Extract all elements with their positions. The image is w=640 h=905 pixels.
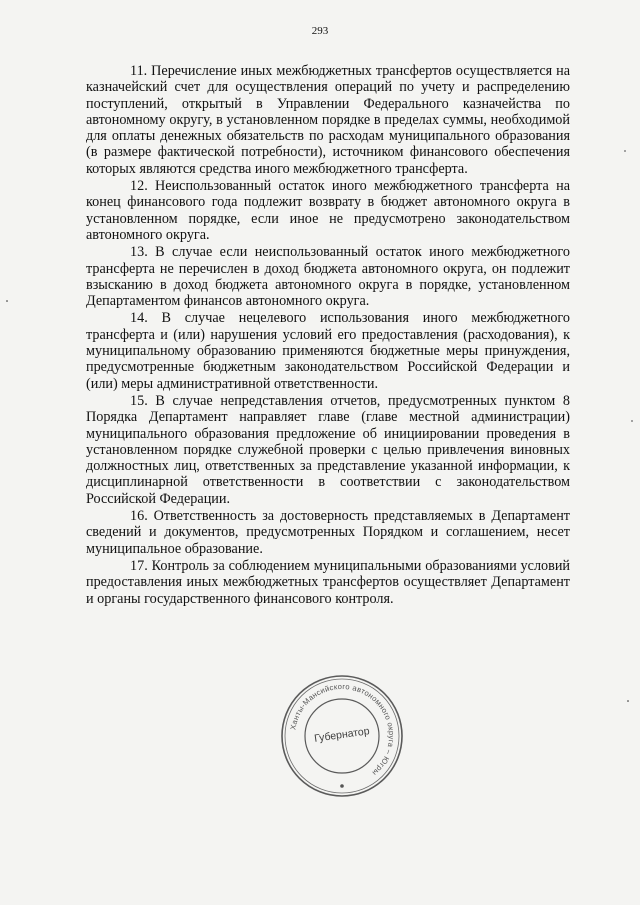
seal-graphic <box>278 672 406 800</box>
scan-speck <box>6 300 8 302</box>
scan-speck <box>627 700 629 702</box>
document-body <box>86 63 570 607</box>
seal-ring-text-path: Ханты-Мансийского автономного округа – Югры <box>288 681 397 778</box>
official-seal <box>278 672 406 800</box>
paragraph-12: 12. Неиспользованный остаток иного межбюджетного трансферта на конец финансового года подлежит возврату в бюджет автономного округа в установленном порядке, если иное не предусмотрено законодательством автономного округа. <box>86 178 570 243</box>
seal-center-text: Губернатор <box>313 725 371 745</box>
page-number: 293 <box>311 25 329 37</box>
paragraph-14: 14. В случае нецелевого использования иного межбюджетного трансферта и (или) нарушения условий его предоставления (расходования), к муниципальному образованию применяются бюджетные меры принуждения, предусмотренные бюджетным законодательством Российской Федерации и (или) меры административной ответственности. <box>86 310 570 392</box>
paragraph-17: 17. Контроль за соблюдением муниципальными образованиями условий предоставления иных межбюджетных трансфертов осуществляет Департамент и органы государственного финансового контроля. <box>86 557 570 607</box>
paragraph-11: 11. Перечисление иных межбюджетных трансфертов осуществляется на казначейский счет для осуществления операций по учету и распределению поступлений, открытый в Управлении Федерального казначейства по автономному округу, в установленном порядке в пределах суммы, необходимой для оплаты денежных обязательств по расходам муниципального образования (в размере фактической потребности), источником финансового обеспечения которых являются средства иного межбюджетного трансферта. <box>86 63 570 177</box>
scan-speck <box>631 420 633 422</box>
paragraph-15: 15. В случае непредставления отчетов, предусмотренных пунктом 8 Порядка Департамент направляет главе (главе местной администрации) муниципального образования предложение об инициировании проведения в установленном порядке служебной проверки с целью привлечения виновных должностных лиц, ответственных за представление указанной информации, к дисциплинарной ответственности в соответствии с законодательством Российской Федерации. <box>86 392 570 507</box>
scan-speck <box>624 150 626 152</box>
paragraph-16: 16. Ответственность за достоверность представляемых в Департамент сведений и документов, предусмотренных Порядком и соглашением, несет муниципальное образование. <box>86 508 570 557</box>
seal-star <box>340 784 344 788</box>
paragraph-13: 13. В случае если неиспользованный остаток иного межбюджетного трансферта не перечислен в доход бюджета автономного округа, он подлежит взысканию в доход бюджета автономного округа в порядке, установленном Департаментом финансов автономного округа. <box>86 244 570 310</box>
